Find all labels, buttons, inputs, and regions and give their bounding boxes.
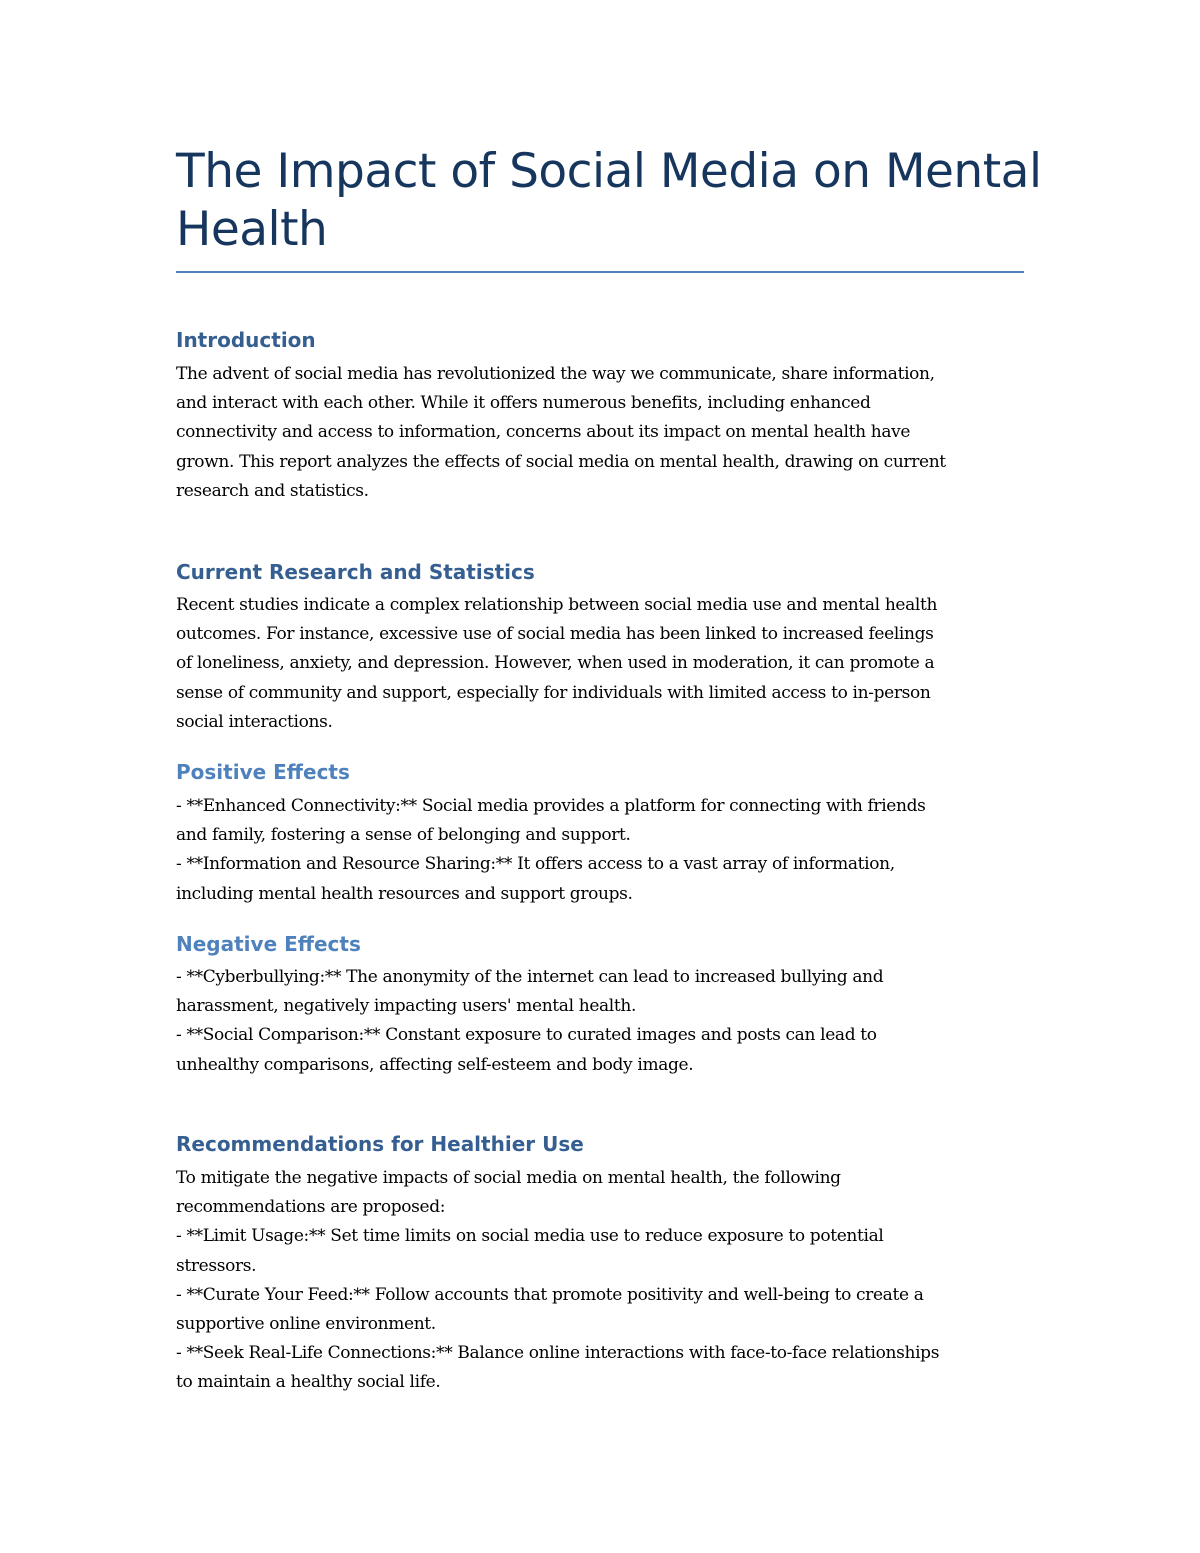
heading-introduction: Introduction — [176, 328, 316, 352]
heading-negative-effects: Negative Effects — [176, 932, 361, 956]
heading-positive-effects: Positive Effects — [176, 760, 350, 784]
paragraph-introduction — [176, 360, 1024, 506]
list-item: - **Information and Resource Sharing:** It offers access to a vast array of information, — [176, 854, 895, 875]
text-line: and interact with each other. While it offers numerous benefits, including enhanced — [176, 393, 871, 414]
list-item: - **Curate Your Feed:** Follow accounts that promote positivity and well-being to create a — [176, 1284, 924, 1305]
list-item: - **Seek Real-Life Connections:** Balance online interactions with face-to-face relationships — [176, 1343, 940, 1364]
text-line: social interactions. — [176, 711, 333, 732]
title-underline — [176, 271, 1024, 273]
heading-current-research: Current Research and Statistics — [176, 560, 535, 584]
text-line: To mitigate the negative impacts of social media on mental health, the following — [176, 1168, 841, 1188]
list-item: - **Limit Usage:** Set time limits on social media use to reduce exposure to potential — [176, 1226, 884, 1247]
text-line: sense of community and support, especially for individuals with limited access to in-person — [176, 682, 931, 703]
list-item-continuation: unhealthy comparisons, affecting self-esteem and body image. — [176, 1054, 694, 1075]
text-line: recommendations are proposed: — [176, 1197, 446, 1218]
text-line: of loneliness, anxiety, and depression. However, when used in moderation, it can promote a — [176, 653, 935, 674]
heading-recommendations: Recommendations for Healthier Use — [176, 1132, 584, 1156]
list-recommendations — [176, 1164, 1024, 1398]
list-positive-effects — [176, 792, 1024, 909]
list-negative-effects — [176, 963, 1024, 1080]
list-item: - **Enhanced Connectivity:** Social media provides a platform for connecting with friends — [176, 796, 926, 816]
list-item-continuation: and family, fostering a sense of belonging and support. — [176, 825, 631, 846]
text-line: research and statistics. — [176, 480, 369, 501]
list-item: - **Cyberbullying:** The anonymity of the internet can lead to increased bullying and — [176, 967, 884, 987]
text-line: grown. This report analyzes the effects of social media on mental health, drawing on current — [176, 451, 946, 472]
title-line: The Impact of Social Media on Mental — [176, 144, 1042, 199]
text-line: The advent of social media has revolutionized the way we communicate, share information, — [176, 364, 935, 384]
text-line: Recent studies indicate a complex relationship between social media use and mental health — [176, 595, 938, 615]
list-item-continuation: harassment, negatively impacting users' mental health. — [176, 996, 637, 1017]
list-item-continuation: including mental health resources and support groups. — [176, 883, 633, 904]
list-item-continuation: to maintain a healthy social life. — [176, 1372, 441, 1393]
title-line: Health — [176, 202, 328, 257]
text-line: outcomes. For instance, excessive use of social media has been linked to increased feelings — [176, 624, 934, 645]
list-item-continuation: supportive online environment. — [176, 1314, 436, 1335]
text-line: connectivity and access to information, concerns about its impact on mental health have — [176, 422, 911, 443]
paragraph-current-research — [176, 591, 1024, 737]
document-title — [176, 143, 1042, 259]
list-item-continuation: stressors. — [176, 1255, 257, 1276]
list-item: - **Social Comparison:** Constant exposure to curated images and posts can lead to — [176, 1025, 877, 1046]
